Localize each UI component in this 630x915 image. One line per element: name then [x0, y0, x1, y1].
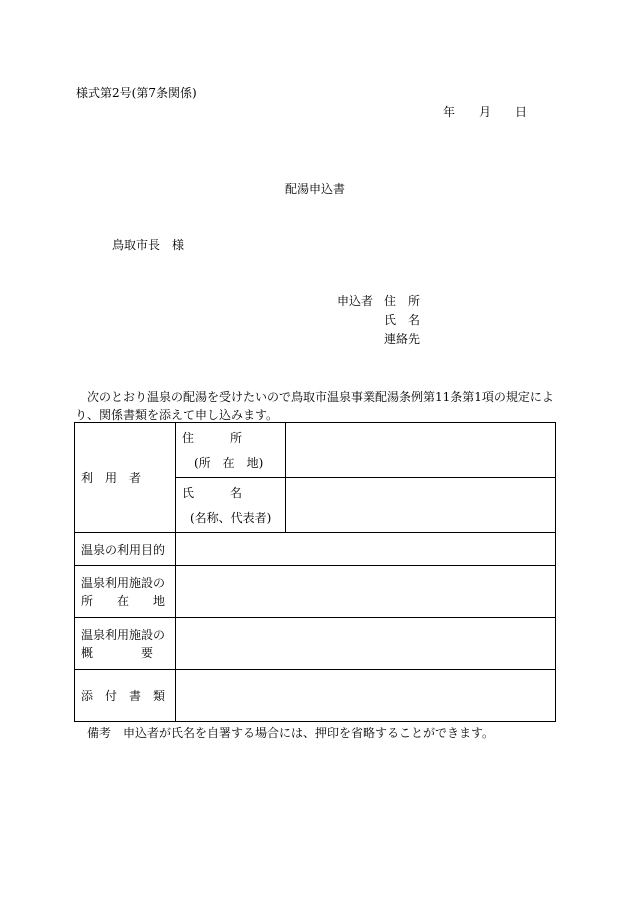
name-label: 氏 名 [182, 486, 243, 500]
date-year: 年 [443, 105, 456, 119]
applicant-address-label: 住 所 [384, 294, 421, 308]
attachments-value-cell[interactable] [176, 670, 556, 722]
facility-location-label-line1: 温泉利用施設の [81, 575, 166, 590]
purpose-label-cell [75, 533, 176, 566]
applicant-contact-label: 連絡先 [384, 332, 421, 346]
facility-location-value-cell[interactable] [176, 566, 556, 618]
user-label-cell [75, 423, 176, 533]
intro-paragraph: 次のとおり温泉の配湯を受けたいので鳥取市温泉事業配湯条例第11条第1項の規定により、関係書類を添えて申し込みます。 [75, 390, 554, 422]
date-line [443, 103, 527, 120]
facility-location-label-cell [75, 566, 176, 618]
name-label-cell [176, 478, 286, 533]
address-sublabel: (所 在 地) [194, 456, 264, 470]
facility-location-label-line2: 所 在 地 [81, 593, 166, 608]
attachments-label-cell [75, 670, 176, 722]
date-month: 月 [479, 105, 492, 119]
document-title: 配湯申込書 [285, 182, 346, 196]
purpose-label: 温泉の利用目的 [81, 542, 166, 557]
name-sublabel: (名称、代表者) [190, 511, 272, 525]
address-value-cell[interactable] [286, 423, 556, 478]
applicant-name-label: 氏 名 [384, 313, 421, 327]
form-number: 様式第2号(第7条関係) [76, 86, 197, 100]
facility-summary-label-cell [75, 618, 176, 670]
user-label: 利 用 者 [81, 471, 142, 485]
date-day: 日 [515, 105, 528, 119]
applicant-label: 申込者 [337, 294, 374, 308]
name-value-cell[interactable] [286, 478, 556, 533]
purpose-value-cell[interactable] [176, 533, 556, 566]
facility-summary-label-line2: 概 要 [81, 645, 154, 660]
application-table [74, 422, 556, 722]
facility-summary-value-cell[interactable] [176, 618, 556, 670]
remarks-note: 備考 申込者が氏名を自署する場合には、押印を省略することができます。 [87, 726, 495, 740]
address-label: 住 所 [182, 431, 243, 445]
facility-summary-label-line1: 温泉利用施設の [81, 627, 166, 642]
attachments-label: 添 付 書 類 [81, 689, 166, 703]
address-label-cell [176, 423, 286, 478]
addressee: 鳥取市長 様 [112, 238, 185, 252]
